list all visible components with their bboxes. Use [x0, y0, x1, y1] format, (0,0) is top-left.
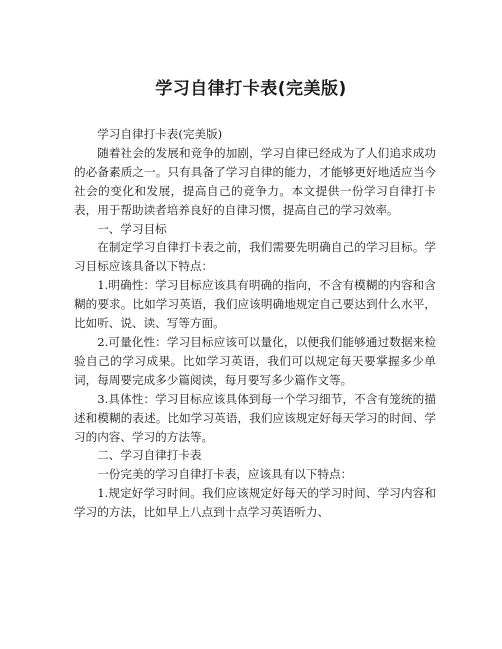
goal-item-measurable: 2.可量化性：学习目标应该可以量化，以便我们能够通过数据来检验自己的学习成果。比如学习英语，我们可以规定每天要掌握多少单词，每周要完成多少篇阅读，每月要写多少篇作文等。 [74, 334, 436, 387]
checklist-intro-paragraph: 一份完美的学习自律打卡表，应该具有以下特点： [97, 467, 353, 482]
goals-intro-paragraph: 在制定学习自律打卡表之前，我们需要先明确自己的学习目标。学习目标应该具备以下特点： [74, 240, 436, 274]
document-title: 学习自律打卡表(完美版) [155, 79, 347, 99]
section-heading-goals: 一、学习目标 [97, 221, 167, 236]
goal-item-specific: 3.具体性：学习目标应该具体到每一个学习细节，不含有笼统的描述和模糊的表述。比如学习英语，我们应该规定好每天学习的时间、学习的内容、学习的方法等。 [74, 391, 436, 444]
intro-paragraph: 随着社会的发展和竞争的加剧，学习自律已经成为了人们追求成功的必备素质之一。只有具备了学习自律的能力，才能够更好地适应当今社会的变化和发展，提高自己的竞争力。本文提供一份学习自律打卡表，用于帮助读者培养良好的自律习惯，提高自己的学习效率。 [74, 145, 436, 217]
goal-item-clarity: 1.明确性：学习目标应该具有明确的指向，不含有模糊的内容和含糊的要求。比如学习英语，我们应该明确地规定自己要达到什么水平，比如听、说、读、写等方面。 [74, 278, 436, 331]
section-heading-checklist: 二、学习自律打卡表 [97, 448, 202, 463]
checklist-item-time: 1.规定好学习时间。我们应该规定好每天的学习时间、学习内容和学习的方法，比如早上八点到十点学习英语听力、 [74, 486, 436, 520]
document-body [74, 125, 436, 522]
doc-subtitle: 学习自律打卡表(完美版) [97, 127, 223, 141]
